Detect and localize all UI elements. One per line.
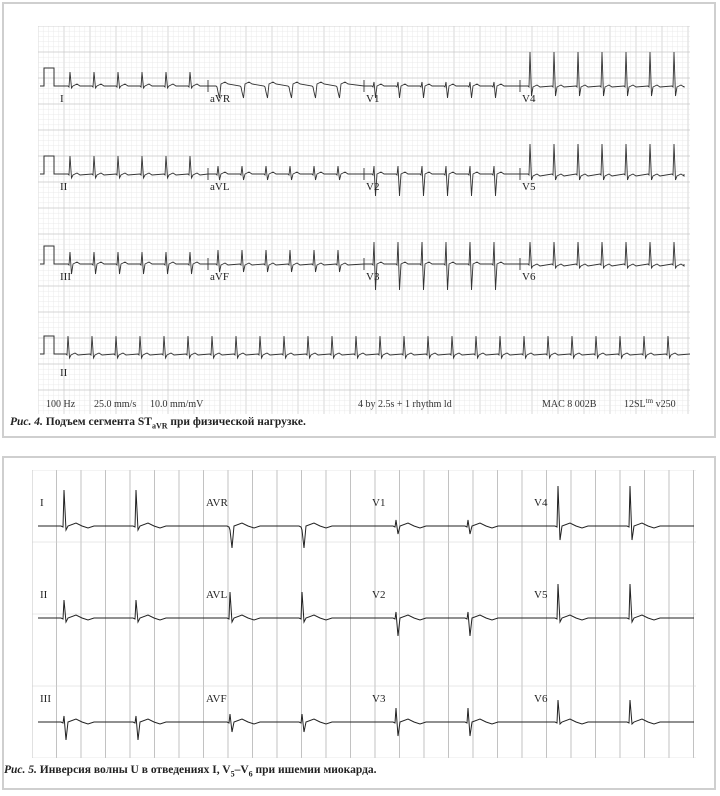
footer-software <box>624 397 676 410</box>
lead-trace-v2 <box>370 612 532 636</box>
lead-label: AVF <box>206 693 227 705</box>
lead-trace-v4 <box>532 486 694 540</box>
software-sup: tm <box>645 397 654 405</box>
lead-label: I <box>60 93 64 105</box>
lead-trace-v3 <box>370 708 532 736</box>
footer-filter: 100 Hz <box>46 399 76 410</box>
lead-trace-avr <box>208 82 364 98</box>
lead-trace-v1 <box>364 82 520 98</box>
lead-label: aVF <box>210 271 229 283</box>
caption-figure-label: Рис. 4. <box>10 416 43 428</box>
software-base: 12SL <box>624 399 646 410</box>
lead-label: V5 <box>522 181 536 193</box>
lead-label: V6 <box>534 693 548 705</box>
ecg-grid <box>32 470 696 758</box>
lead-label: III <box>40 693 51 705</box>
lead-label: V2 <box>366 181 380 193</box>
lead-label: II <box>60 367 68 379</box>
figure-5-caption <box>4 764 377 778</box>
caption-text-after: при физической нагрузке. <box>167 416 306 428</box>
caption-sub-1: 5 <box>230 769 235 779</box>
lead-label: AVL <box>206 589 228 601</box>
caption-text-2: –V <box>234 764 249 776</box>
lead-label: V1 <box>372 497 386 509</box>
lead-trace-v5 <box>532 584 694 622</box>
footer-device: MAC 8 002B <box>542 399 597 410</box>
software-version: v250 <box>653 399 676 410</box>
caption-figure-label: Рис. 5. <box>4 764 37 776</box>
lead-label: V6 <box>522 271 536 283</box>
lead-trace-v3 <box>364 242 520 290</box>
lead-trace-v4 <box>520 52 684 96</box>
caption-text-3: при ишемии миокарда. <box>252 764 377 776</box>
rhythm-strip-trace <box>60 336 690 358</box>
caption-text <box>42 416 306 431</box>
lead-trace-v5 <box>520 144 684 180</box>
lead-label: I <box>40 497 44 509</box>
footer-speed: 25.0 mm/s <box>94 399 137 410</box>
ecg-12-lead-ischemia-recording <box>32 470 696 758</box>
lead-trace-avf <box>204 714 370 732</box>
lead-label: III <box>60 271 71 283</box>
lead-label: II <box>40 589 48 601</box>
footer-gain: 10.0 mm/mV <box>150 399 204 410</box>
caption-text-before: Подъем сегмента ST <box>42 416 152 428</box>
caption-sub-2: 6 <box>248 769 253 779</box>
figure-4-panel <box>2 2 716 438</box>
lead-label: V1 <box>366 93 380 105</box>
lead-trace-avr <box>204 523 370 548</box>
lead-trace-v6 <box>532 700 694 724</box>
lead-trace-ii <box>60 156 208 178</box>
caption-subscript: aVR <box>151 421 168 431</box>
lead-label: aVR <box>210 93 231 105</box>
ecg-12-lead-exercise-recording <box>38 26 690 414</box>
lead-label: aVL <box>210 181 230 193</box>
caption-text <box>36 764 377 779</box>
lead-label: V3 <box>372 693 386 705</box>
figure-5-panel <box>2 456 716 790</box>
caption-text-1: Инверсия волны U в отведениях I, V <box>36 764 231 776</box>
lead-trace-avl <box>204 592 370 622</box>
lead-trace-avf <box>208 250 364 272</box>
lead-label: V3 <box>366 271 380 283</box>
lead-trace-avl <box>208 166 364 180</box>
lead-label: AVR <box>206 497 228 509</box>
lead-label: V4 <box>522 93 536 105</box>
lead-label: V5 <box>534 589 548 601</box>
footer-format: 4 by 2.5s + 1 rhythm ld <box>358 399 452 410</box>
lead-label: V4 <box>534 497 548 509</box>
lead-trace-v2 <box>364 166 520 196</box>
figure-4-caption <box>10 416 306 430</box>
lead-trace-v1 <box>370 520 532 534</box>
lead-label: II <box>60 181 68 193</box>
lead-label: V2 <box>372 589 386 601</box>
lead-trace-i <box>60 72 208 88</box>
recording-footer <box>46 397 676 410</box>
lead-trace-iii <box>60 252 208 274</box>
